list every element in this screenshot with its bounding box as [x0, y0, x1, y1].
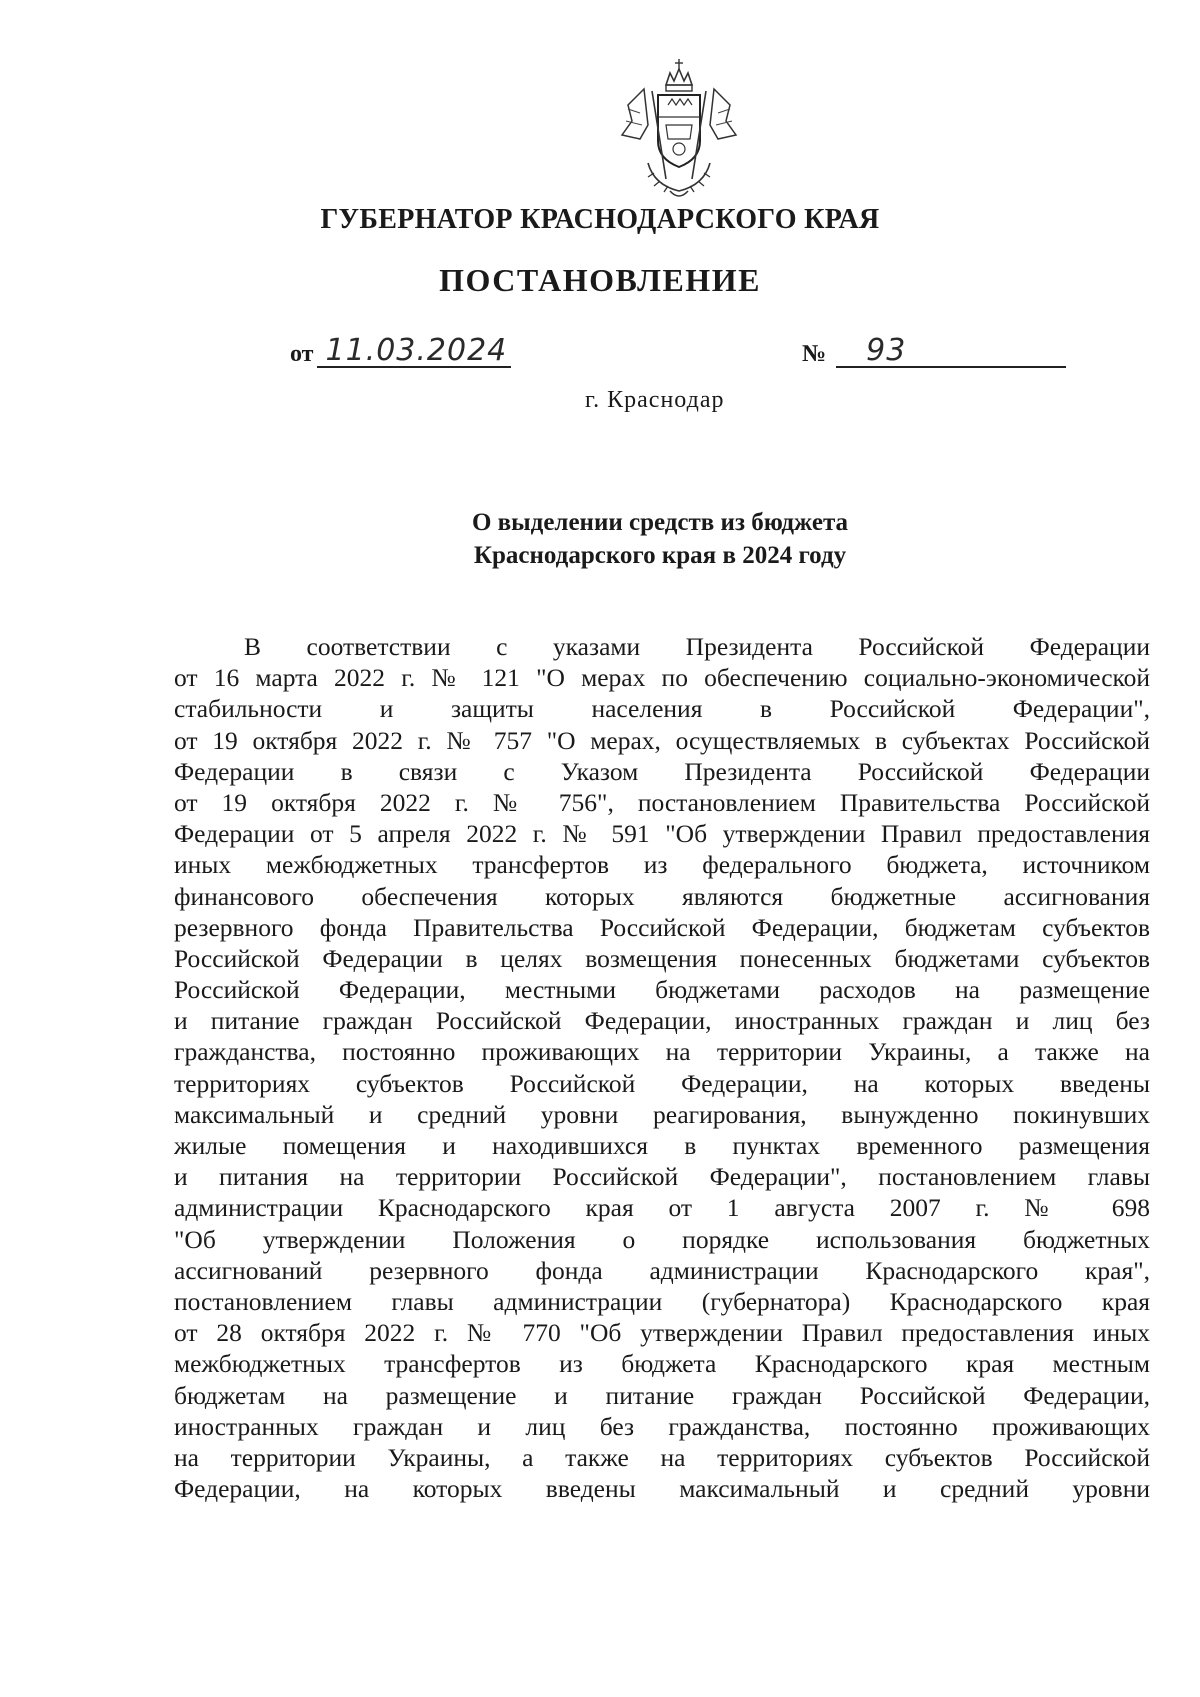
- subject-line-1: О выделении средств из бюджета: [471, 509, 849, 536]
- body-line: бюджетам на размещение и питание граждан Российской Федерации,: [174, 1380, 1150, 1410]
- body-line: ассигнований резервного фонда администрации Краснодарского края",: [174, 1255, 1150, 1285]
- document-type-title: ПОСТАНОВЛЕНИЕ: [439, 262, 761, 298]
- issuer-title: ГУБЕРНАТОР КРАСНОДАРСКОГО КРАЯ: [320, 204, 880, 235]
- body-line: максимальный и средний уровни реагирования, вынужденно покинувших: [174, 1099, 1150, 1129]
- body-line: и питание граждан Российской Федерации, иностранных граждан и лиц без: [174, 1006, 1150, 1036]
- body-line: от 28 октября 2022 г. № 770 "Об утверждении Правил предоставления иных: [174, 1318, 1150, 1348]
- number-prefix: №: [802, 341, 827, 367]
- body-line: Российской Федерации, местными бюджетами расходов на размещение: [174, 975, 1150, 1005]
- body-line: Российской Федерации в целях возмещения понесенных бюджетами субъектов: [174, 943, 1150, 973]
- body-line: постановлением главы администрации (губернатора) Краснодарского края: [174, 1286, 1150, 1316]
- body-line: гражданства, постоянно проживающих на территории Украины, а также на: [174, 1037, 1150, 1067]
- body-line: иных межбюджетных трансфертов из федерального бюджета, источником: [174, 850, 1150, 880]
- body-line: В соответствии с указами Президента Российской Федерации: [244, 632, 1150, 661]
- number-line: [802, 333, 1066, 368]
- document-subject: [0, 506, 1200, 572]
- body-line: резервного фонда Правительства Российской Федерации, бюджетам субъектов: [174, 912, 1150, 942]
- body-line: на территории Украины, а также на территориях субъектов Российской: [174, 1442, 1150, 1472]
- body-line: "Об утверждении Положения о порядке использования бюджетных: [174, 1224, 1150, 1254]
- body-line: Федерации, на которых введены максимальный и средний уровни: [174, 1474, 1150, 1504]
- body-line: администрации Краснодарского края от 1 августа 2007 г. № 698: [174, 1193, 1150, 1223]
- body-line: и питания на территории Российской Федерации", постановлением главы: [174, 1162, 1150, 1192]
- body-line: от 16 марта 2022 г. № 121 "О мерах по обеспечению социально-экономической: [174, 663, 1150, 693]
- date-prefix: от: [290, 341, 314, 367]
- body-line: территориях субъектов Российской Федерации, на которых введены: [174, 1068, 1150, 1098]
- date-value: 11.03.2024: [317, 336, 511, 368]
- body-line: от 19 октября 2022 г. № 757 "О мерах, осуществляемых в субъектах Российской: [174, 725, 1150, 755]
- body-line: иностранных граждан и лиц без гражданства, постоянно проживающих: [174, 1411, 1150, 1441]
- body-line: от 19 октября 2022 г. № 756", постановлением Правительства Российской: [174, 787, 1150, 817]
- number-value: 93: [836, 336, 1066, 368]
- body-line: Федерации от 5 апреля 2022 г. № 591 "Об утверждении Правил предоставления: [174, 819, 1150, 849]
- body-line: межбюджетных трансфертов из бюджета Краснодарского края местным: [174, 1349, 1150, 1379]
- body-paragraph: [174, 631, 1150, 1504]
- date-line: [290, 333, 511, 368]
- body-line: финансового обеспечения которых являются бюджетные ассигнования: [174, 881, 1150, 911]
- subject-line-2: Краснодарского края в 2024 году: [473, 542, 847, 569]
- krasnodar-krai-coat-of-arms-icon: [614, 55, 744, 205]
- body-line: стабильности и защиты населения в Российской Федерации",: [174, 694, 1150, 724]
- body-line: жилые помещения и находившихся в пунктах временного размещения: [174, 1131, 1150, 1160]
- city-label: г. Краснодар: [585, 387, 725, 413]
- body-line: Федерации в связи с Указом Президента Российской Федерации: [174, 756, 1150, 786]
